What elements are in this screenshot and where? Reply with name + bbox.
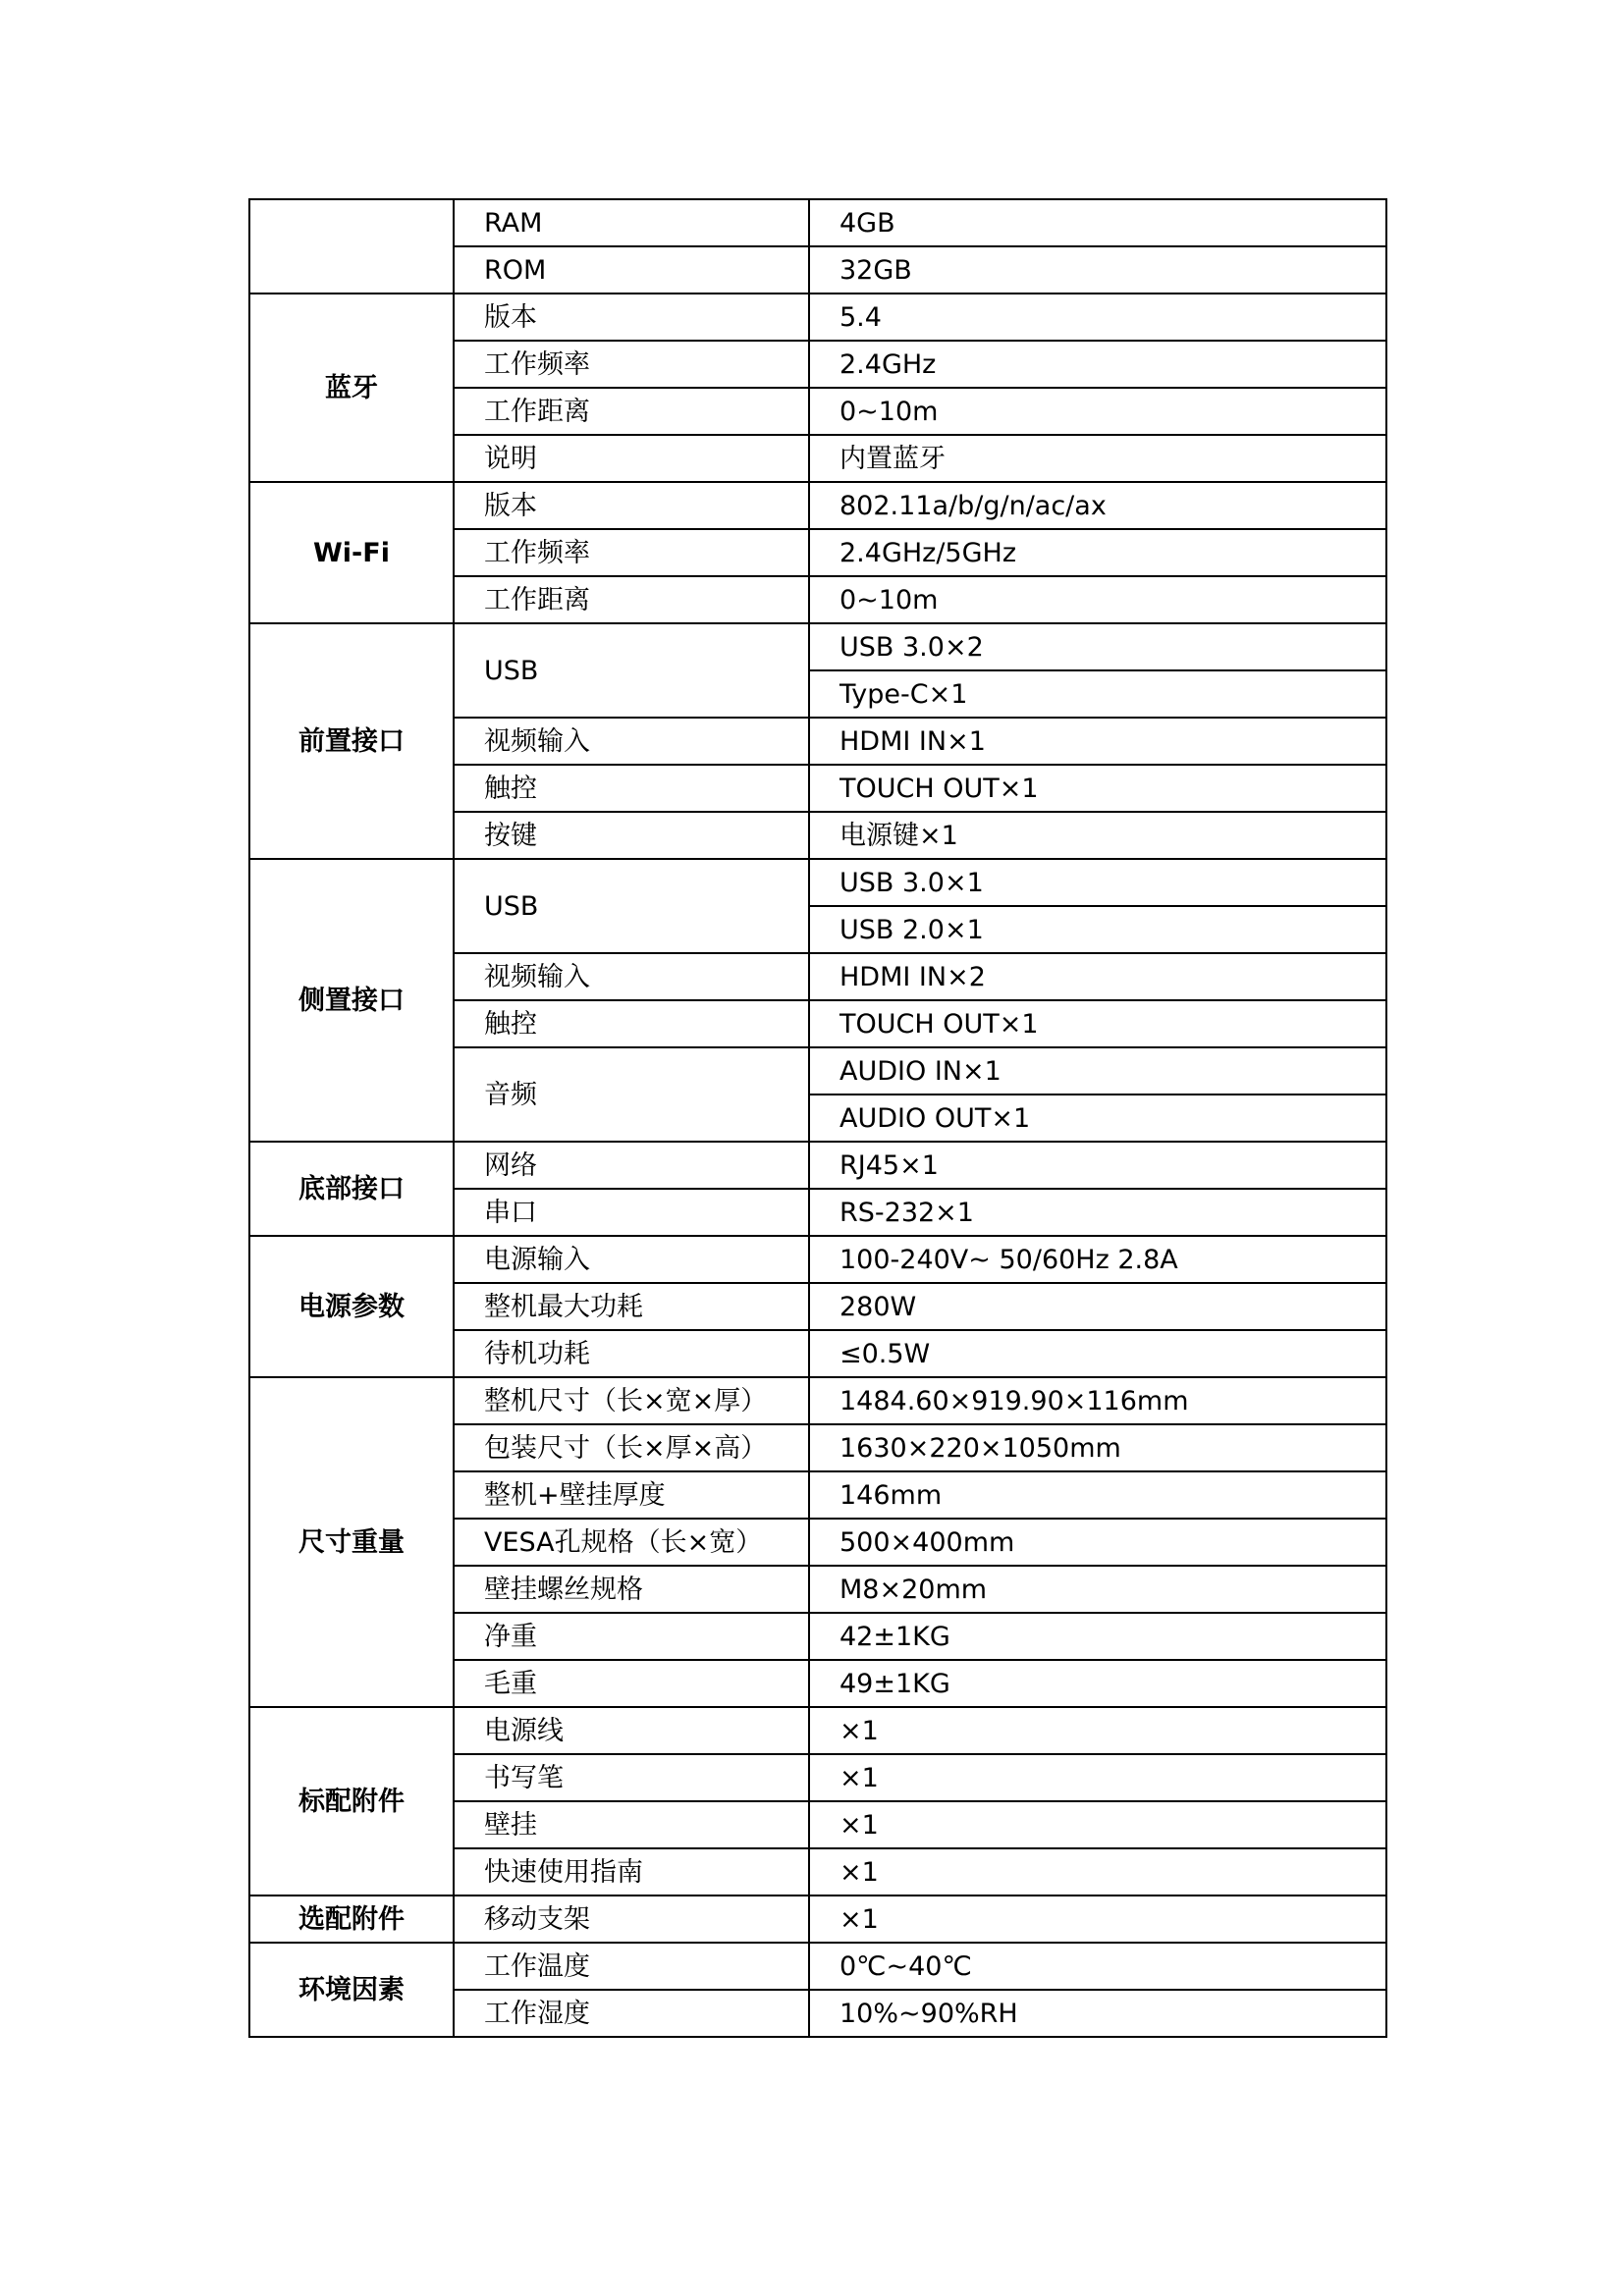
- item-cell: 工作距离: [454, 576, 809, 623]
- value-cell: 0~10m: [809, 388, 1386, 435]
- category-cell: 前置接口: [249, 623, 454, 859]
- value-cell: Type-C×1: [809, 670, 1386, 718]
- item-cell: 视频输入: [454, 718, 809, 765]
- value-cell: 1630×220×1050mm: [809, 1424, 1386, 1471]
- value-cell: RJ45×1: [809, 1142, 1386, 1189]
- value-cell: ×1: [809, 1801, 1386, 1848]
- value-cell: 49±1KG: [809, 1660, 1386, 1707]
- item-cell: 视频输入: [454, 953, 809, 1000]
- value-cell: 2.4GHz: [809, 341, 1386, 388]
- item-cell: 电源输入: [454, 1236, 809, 1283]
- category-cell: Wi-Fi: [249, 482, 454, 623]
- table-row: [249, 859, 1386, 906]
- value-cell: USB 3.0×1: [809, 859, 1386, 906]
- value-cell: 0℃~40℃: [809, 1943, 1386, 1990]
- value-cell: 2.4GHz/5GHz: [809, 529, 1386, 576]
- item-cell: 净重: [454, 1613, 809, 1660]
- item-cell: 工作频率: [454, 341, 809, 388]
- item-cell: USB: [454, 859, 809, 953]
- item-cell: 版本: [454, 294, 809, 341]
- item-cell: 整机尺寸（长×宽×厚）: [454, 1377, 809, 1424]
- value-cell: 5.4: [809, 294, 1386, 341]
- item-cell: 壁挂: [454, 1801, 809, 1848]
- item-cell: 音频: [454, 1047, 809, 1142]
- item-cell: 版本: [454, 482, 809, 529]
- item-cell: VESA孔规格（长×宽）: [454, 1519, 809, 1566]
- table-row: [249, 1236, 1386, 1283]
- value-cell: USB 3.0×2: [809, 623, 1386, 670]
- item-cell: 触控: [454, 1000, 809, 1047]
- value-cell: 100-240V~ 50/60Hz 2.8A: [809, 1236, 1386, 1283]
- value-cell: AUDIO OUT×1: [809, 1095, 1386, 1142]
- item-cell: 毛重: [454, 1660, 809, 1707]
- table-row: [249, 1896, 1386, 1943]
- table-row: [249, 623, 1386, 670]
- value-cell: 802.11a/b/g/n/ac/ax: [809, 482, 1386, 529]
- value-cell: 1484.60×919.90×116mm: [809, 1377, 1386, 1424]
- item-cell: RAM: [454, 199, 809, 246]
- item-cell: 包装尺寸（长×厚×高）: [454, 1424, 809, 1471]
- value-cell: 10%~90%RH: [809, 1990, 1386, 2037]
- value-cell: 146mm: [809, 1471, 1386, 1519]
- category-cell: 尺寸重量: [249, 1377, 454, 1707]
- value-cell: TOUCH OUT×1: [809, 765, 1386, 812]
- table-row: [249, 1142, 1386, 1189]
- value-cell: HDMI IN×2: [809, 953, 1386, 1000]
- category-cell: 侧置接口: [249, 859, 454, 1142]
- category-cell: 选配附件: [249, 1896, 454, 1943]
- table-row: [249, 199, 1386, 246]
- spec-table: [248, 198, 1387, 2038]
- value-cell: ×1: [809, 1754, 1386, 1801]
- value-cell: 0~10m: [809, 576, 1386, 623]
- category-cell: [249, 199, 454, 294]
- category-cell: 蓝牙: [249, 294, 454, 482]
- value-cell: 内置蓝牙: [809, 435, 1386, 482]
- category-cell: 电源参数: [249, 1236, 454, 1377]
- value-cell: ×1: [809, 1896, 1386, 1943]
- category-cell: 环境因素: [249, 1943, 454, 2037]
- item-cell: 整机最大功耗: [454, 1283, 809, 1330]
- item-cell: 待机功耗: [454, 1330, 809, 1377]
- item-cell: 串口: [454, 1189, 809, 1236]
- item-cell: 移动支架: [454, 1896, 809, 1943]
- value-cell: 280W: [809, 1283, 1386, 1330]
- table-row: [249, 482, 1386, 529]
- value-cell: 电源键×1: [809, 812, 1386, 859]
- value-cell: M8×20mm: [809, 1566, 1386, 1613]
- item-cell: 工作距离: [454, 388, 809, 435]
- item-cell: 整机+壁挂厚度: [454, 1471, 809, 1519]
- value-cell: AUDIO IN×1: [809, 1047, 1386, 1095]
- value-cell: USB 2.0×1: [809, 906, 1386, 953]
- item-cell: USB: [454, 623, 809, 718]
- value-cell: ≤0.5W: [809, 1330, 1386, 1377]
- item-cell: 壁挂螺丝规格: [454, 1566, 809, 1613]
- value-cell: 500×400mm: [809, 1519, 1386, 1566]
- value-cell: RS-232×1: [809, 1189, 1386, 1236]
- value-cell: 32GB: [809, 246, 1386, 294]
- value-cell: ×1: [809, 1848, 1386, 1896]
- spec-table-body: [249, 199, 1386, 2037]
- value-cell: HDMI IN×1: [809, 718, 1386, 765]
- category-cell: 标配附件: [249, 1707, 454, 1896]
- item-cell: ROM: [454, 246, 809, 294]
- item-cell: 按键: [454, 812, 809, 859]
- value-cell: ×1: [809, 1707, 1386, 1754]
- item-cell: 网络: [454, 1142, 809, 1189]
- item-cell: 快速使用指南: [454, 1848, 809, 1896]
- item-cell: 书写笔: [454, 1754, 809, 1801]
- category-cell: 底部接口: [249, 1142, 454, 1236]
- table-row: [249, 294, 1386, 341]
- item-cell: 工作温度: [454, 1943, 809, 1990]
- table-row: [249, 1707, 1386, 1754]
- item-cell: 说明: [454, 435, 809, 482]
- item-cell: 电源线: [454, 1707, 809, 1754]
- item-cell: 触控: [454, 765, 809, 812]
- value-cell: TOUCH OUT×1: [809, 1000, 1386, 1047]
- table-row: [249, 1377, 1386, 1424]
- item-cell: 工作频率: [454, 529, 809, 576]
- value-cell: 4GB: [809, 199, 1386, 246]
- table-row: [249, 1943, 1386, 1990]
- item-cell: 工作湿度: [454, 1990, 809, 2037]
- value-cell: 42±1KG: [809, 1613, 1386, 1660]
